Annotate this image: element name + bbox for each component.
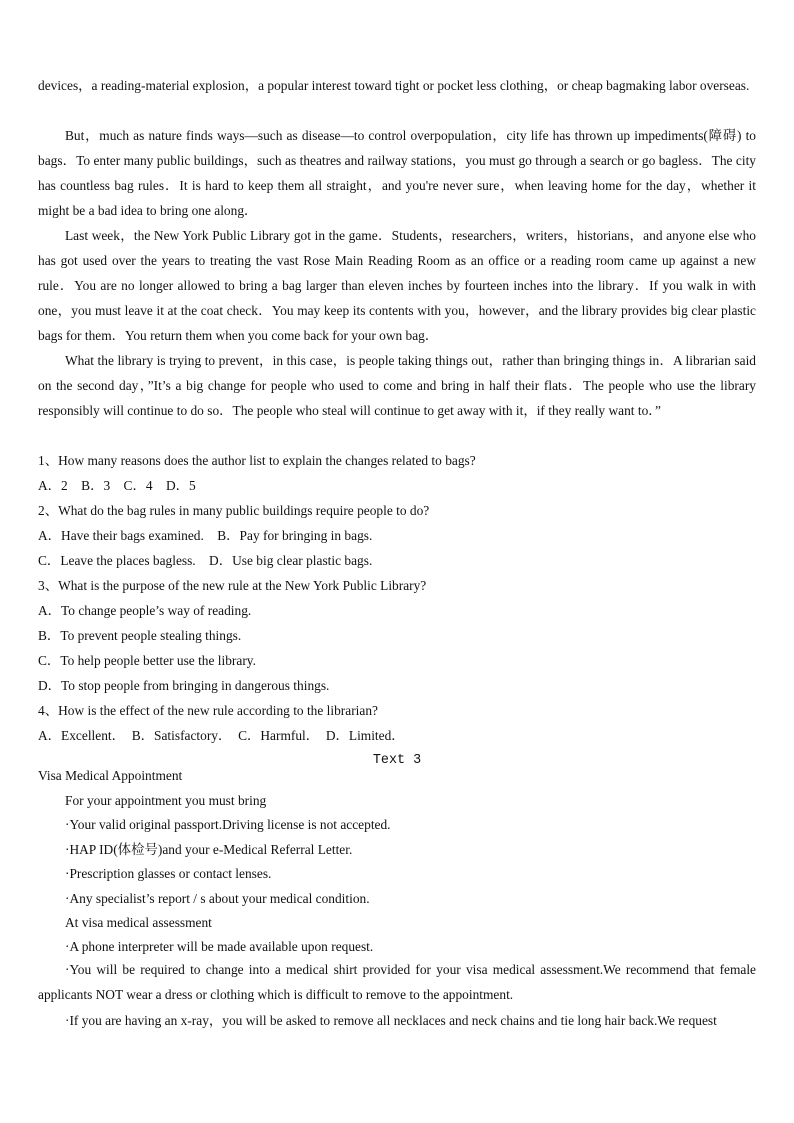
- question-3-option-c: C．To help people better use the library.: [38, 653, 256, 668]
- passage-paragraph-0: devices，a reading-material explosion，a popular interest toward tight or pocket less clothing，or cheap bagmaking labor overseas.: [38, 78, 750, 93]
- bring-heading: For your appointment you must bring: [65, 793, 267, 808]
- assessment-item-1: ·A phone interpreter will be made available upon request.: [65, 939, 374, 954]
- bring-item-1: ·Your valid original passport.Driving license is not accepted.: [65, 817, 391, 832]
- question-2: 2、What do the bag rules in many public buildings require people to do?: [38, 503, 430, 518]
- section-heading: Text 3: [372, 753, 422, 768]
- assessment-item-2: ·You will be required to change into a medical shirt provided for your visa medical assessment.We recommend that female applicants NOT wear a dress or clothing which is difficult to remove to the appointment.: [38, 962, 756, 1002]
- question-4-options: A．Excellent． B．Satisfactory． C．Harmful． D．Limited．: [38, 728, 405, 743]
- passage-paragraph-1: But，much as nature finds ways—such as disease—to control overpopulation，city life has thrown up impediments(障碍) to bags．To enter many public buildings，such as theatres and railway stations，you must go through a search or go bagless．The city has countless bag rules．It is hard to keep them all straight，and you're never sure，when leaving home for the day，whether it might be a bad idea to bring one along．: [38, 128, 756, 218]
- question-3-option-a: A．To change people’s way of reading.: [38, 603, 252, 618]
- bring-item-2: ·HAP ID(体检号)and your e-Medical Referral Letter.: [65, 842, 353, 857]
- assessment-item-3: ·If you are having an x-ray，you will be asked to remove all necklaces and neck chains and tie long hair back.We request: [65, 1013, 717, 1028]
- question-2-options-ab: A．Have their bags examined. B．Pay for bringing in bags.: [38, 528, 373, 543]
- question-2-options-cd: C．Leave the places bagless. D．Use big clear plastic bags.: [38, 553, 373, 568]
- question-1-options: A．2 B．3 C．4 D．5: [38, 478, 196, 493]
- bring-item-4: ·Any specialist’s report / s about your medical condition.: [65, 891, 370, 906]
- text3-title: Visa Medical Appointment: [38, 768, 183, 783]
- question-1: 1、How many reasons does the author list to explain the changes related to bags?: [38, 453, 476, 468]
- question-3: 3、What is the purpose of the new rule at the New York Public Library?: [38, 578, 427, 593]
- assessment-heading: At visa medical assessment: [65, 915, 212, 930]
- bring-item-3: ·Prescription glasses or contact lenses.: [65, 866, 272, 881]
- passage-paragraph-3: What the library is trying to prevent，in this case，is people taking things out，rather than bringing things in．A librarian said on the second day，”It’s a big change for people who used to come and bring in half their flats．The people who use the library responsibly will continue to do so．The people who steal will continue to get away with it，if they really want to．”: [38, 353, 756, 418]
- question-3-option-b: B．To prevent people stealing things.: [38, 628, 242, 643]
- question-3-option-d: D．To stop people from bringing in dangerous things.: [38, 678, 330, 693]
- passage-paragraph-2: Last week，the New York Public Library got in the game．Students，researchers，writers，historians，and anyone else who has got used over the years to treating the vast Rose Main Reading Room as an office or a reading room came up against a new rule．You are no longer allowed to bring a bag larger than eleven inches by fourteen inches into the library．If you walk in with one，you must leave it at the coat check．You may keep its contents with you，however，and the library provides big clear plastic bags for them．You return them when you come back for your own bag．: [38, 228, 756, 343]
- question-4: 4、How is the effect of the new rule according to the librarian?: [38, 703, 378, 718]
